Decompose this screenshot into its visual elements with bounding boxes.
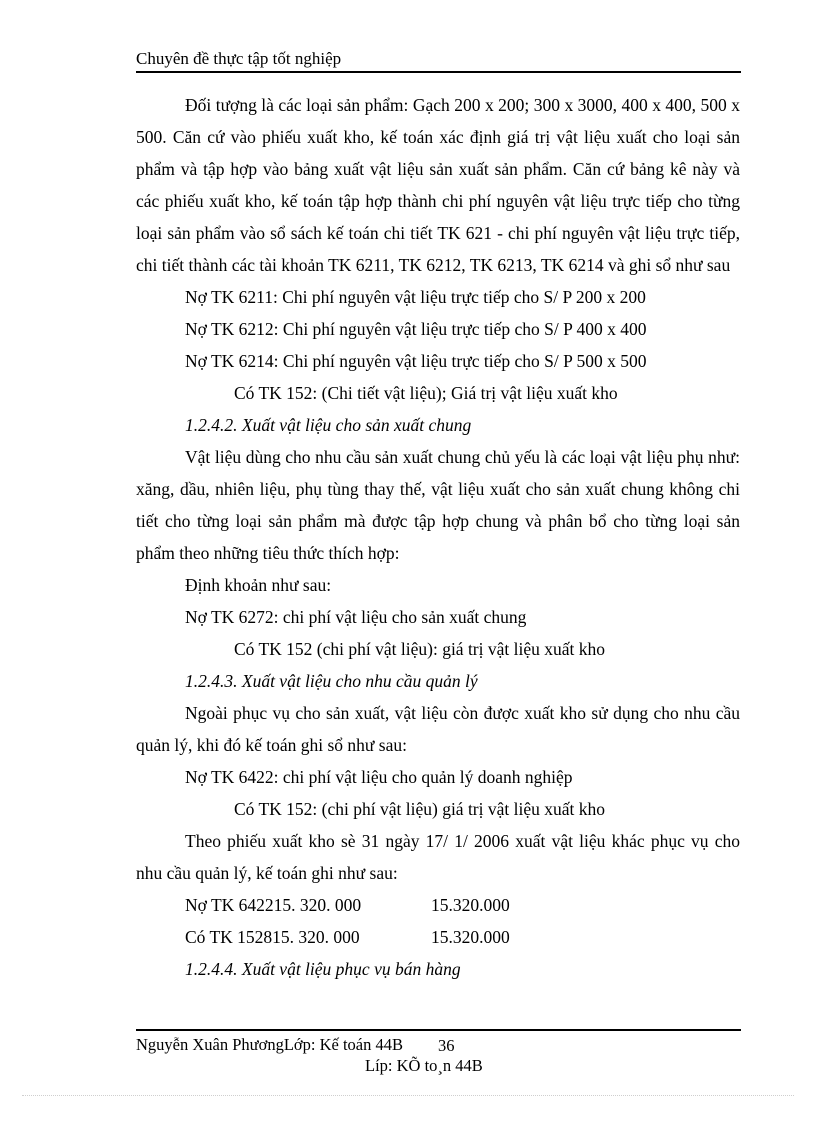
footer-author: Nguyễn Xuân PhươngLớp: Kế toán 44B (136, 1035, 403, 1054)
page-number: 36 (438, 1036, 455, 1055)
section-heading: 1.2.4.4. Xuất vật liệu phục vụ bán hàng (185, 959, 461, 979)
amount-row-label: Nợ TK 642215. 320. 000 (185, 895, 362, 915)
entry-line: Nợ TK 6212: Chi phí nguyên vật liệu trực tiếp cho S/ P 400 x 400 (185, 319, 647, 339)
header-rule (136, 71, 741, 73)
entry-line: Nợ TK 6422: chi phí vật liệu cho quản lý doanh nghiệp (185, 767, 573, 787)
entry-line-credit: Có TK 152: (chi phí vật liệu) giá trị vật liệu xuất kho (234, 799, 605, 819)
section-heading: 1.2.4.3. Xuất vật liệu cho nhu cầu quản lý (185, 671, 478, 691)
entry-line: Định khoản như sau: (185, 575, 332, 595)
entry-line: Nợ TK 6272: chi phí vật liệu cho sản xuất chung (185, 607, 527, 627)
entry-line: Nợ TK 6211: Chi phí nguyên vật liệu trực tiếp cho S/ P 200 x 200 (185, 287, 646, 307)
paragraph-general-production: Vật liệu dùng cho nhu cầu sản xuất chung chủ yếu là các loại vật liệu phụ như: xăng, dầu, nhiên liệu, phụ tùng thay thế, vật liệu xuất cho sản xuất chung không chi tiết cho từng loại sản phẩm mà được tập hợp chung và phân bổ cho từng loại sản phẩm theo những tiêu thức thích hợp: (136, 447, 740, 563)
footer-rule (136, 1029, 741, 1031)
footer-class-line: Líp: KÕ to¸n 44B (365, 1056, 483, 1075)
entry-line-credit: Có TK 152 (chi phí vật liệu): giá trị vật liệu xuất kho (234, 639, 605, 659)
amount-row-value: 15.320.000 (431, 927, 510, 947)
body-text (136, 89, 740, 985)
paragraph-management: Ngoài phục vụ cho sản xuất, vật liệu còn được xuất kho sử dụng cho nhu cầu quản lý, khi đó kế toán ghi sổ như sau: (136, 703, 740, 755)
running-header: Chuyên đề thực tập tốt nghiệp (136, 49, 342, 68)
paragraph-receipt: Theo phiếu xuất kho sè 31 ngày 17/ 1/ 2006 xuất vật liệu khác phục vụ cho nhu cầu quản lý, kế toán ghi như sau: (136, 831, 740, 883)
amount-row-value: 15.320.000 (431, 895, 510, 915)
page-edge-dots (22, 1095, 794, 1096)
amount-row (136, 889, 740, 921)
paragraph-objects: Đối tượng là các loại sản phẩm: Gạch 200 x 200; 300 x 3000, 400 x 400, 500 x 500. Căn cứ vào phiếu xuất kho, kế toán xác định giá trị vật liệu xuất cho loại sản phẩm và tập hợp vào bảng xuất vật liệu sản xuất sản phẩm. Căn cứ bảng kê này và các phiếu xuất kho, kế toán tập hợp thành chi phí nguyên vật liệu trực tiếp cho từng loại sản phẩm vào sổ sách kế toán chi tiết TK 621 - chi phí nguyên vật liệu trực tiếp, chi tiết thành các tài khoản TK 6211, TK 6212, TK 6213, TK 6214 và ghi sổ như sau (136, 95, 740, 275)
amount-row (136, 921, 740, 953)
amount-row-label: Có TK 152815. 320. 000 (185, 927, 360, 947)
entry-line: Nợ TK 6214: Chi phí nguyên vật liệu trực tiếp cho S/ P 500 x 500 (185, 351, 647, 371)
section-heading: 1.2.4.2. Xuất vật liệu cho sản xuất chung (185, 415, 472, 435)
entry-line-credit: Có TK 152: (Chi tiết vật liệu); Giá trị vật liệu xuất kho (234, 383, 618, 403)
